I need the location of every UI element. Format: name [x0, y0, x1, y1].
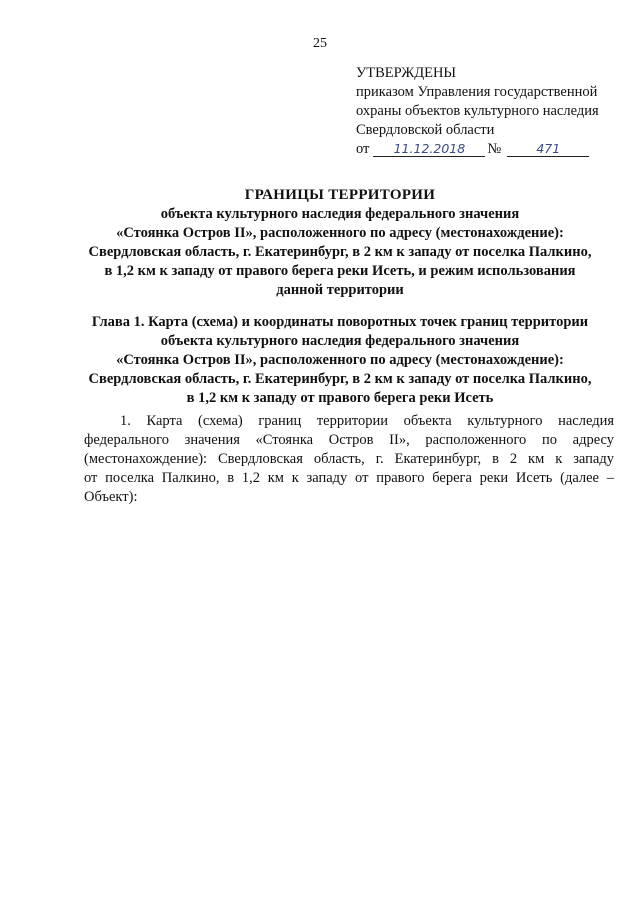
chapter-line: Свердловская область, г. Екатеринбург, в 2 км к западу от поселка Палкино,: [88, 371, 592, 387]
title-line: в 1,2 км к западу от правого берега реки Исеть, и режим использования: [104, 263, 576, 279]
title-line: объекта культурного наследия федерального значения: [160, 206, 520, 222]
approval-line: приказом Управления государственной: [356, 84, 598, 100]
paragraph-line: Объект):: [84, 489, 138, 505]
approval-line: охраны объектов культурного наследия: [356, 103, 599, 119]
title-line: «Стоянка Остров II», расположенного по адресу (местонахождение):: [116, 225, 564, 241]
title-line: Свердловская область, г. Екатеринбург, в 2 км к западу от поселка Палкино,: [88, 244, 592, 260]
approval-line: Свердловской области: [356, 122, 495, 138]
main-title: ГРАНИЦЫ ТЕРРИТОРИИ: [244, 187, 436, 203]
body-paragraph: [84, 412, 614, 507]
approval-date: 11.12.2018: [373, 142, 485, 157]
approval-title: УТВЕРЖДЕНЫ: [356, 65, 457, 81]
chapter-line: объекта культурного наследия федерального значения: [160, 333, 520, 349]
paragraph-line: 1. Карта (схема) границ территории объекта культурного наследия: [120, 413, 614, 429]
chapter-line: Глава 1. Карта (схема) и координаты поворотных точек границ территории: [91, 314, 589, 330]
approval-date-number-line: [356, 140, 640, 159]
paragraph-line: федерального значения «Стоянка Остров II», расположенного по адресу: [84, 432, 614, 448]
paragraph-line: от поселка Палкино, в 1,2 км к западу от правого берега реки Исеть (далее –: [84, 470, 614, 486]
paragraph-line: (местонахождение): Свердловская область, г. Екатеринбург, в 2 км к западу: [84, 451, 614, 467]
approval-stamp: [356, 64, 640, 159]
approval-number: 471: [507, 142, 589, 157]
page-number: 25: [313, 36, 327, 51]
chapter-heading: [70, 313, 610, 408]
chapter-line: «Стоянка Остров II», расположенного по адресу (местонахождение):: [116, 352, 564, 368]
title-line: данной территории: [276, 282, 404, 298]
document-title: [70, 186, 610, 300]
chapter-line: в 1,2 км к западу от правого берега реки Исеть: [186, 390, 494, 406]
number-label: №: [487, 141, 502, 157]
from-label: от: [356, 141, 370, 157]
